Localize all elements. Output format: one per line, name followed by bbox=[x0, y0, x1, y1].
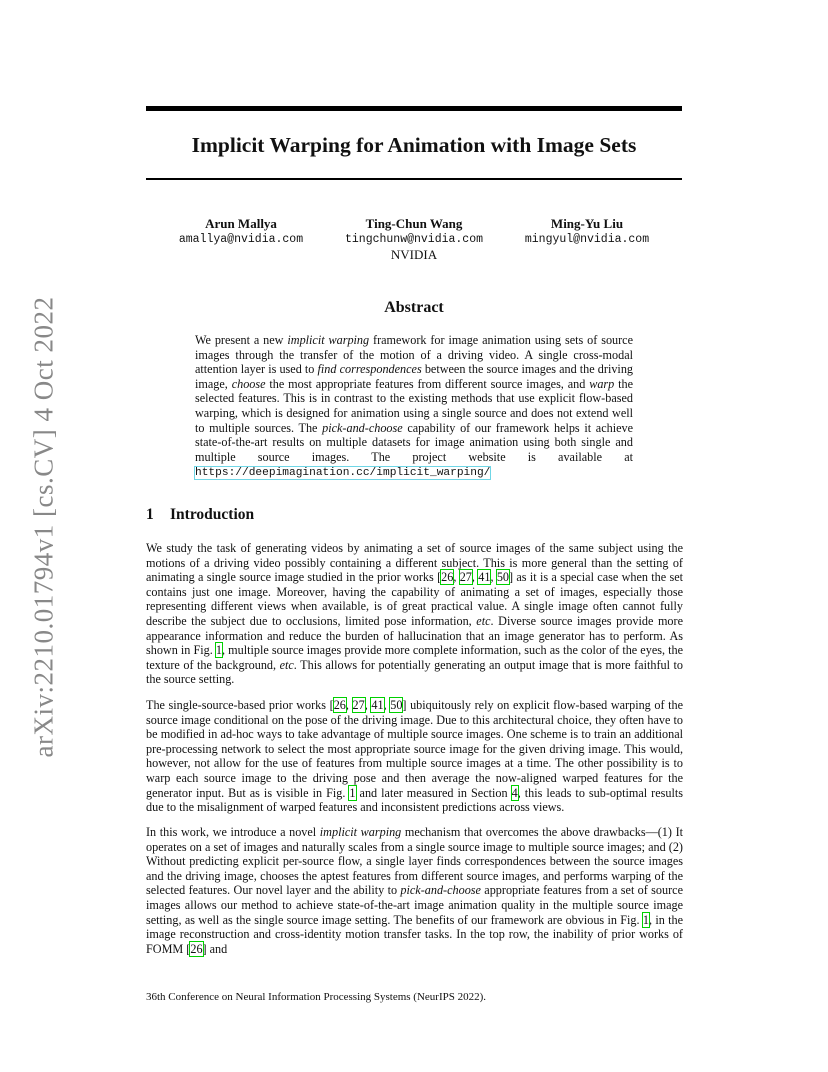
figure-link[interactable]: 1 bbox=[642, 912, 649, 927]
citation-link[interactable]: 50 bbox=[390, 698, 403, 712]
author-block bbox=[314, 216, 514, 248]
intro-paragraph-2: The single-source-based prior works [26, 27, 41, 50] ubiquitously rely on explicit flow-based warping of the source image conditional on the pose of the driving image. Due to this architectural choice, they often have to be modified in ad-hoc ways to take advantage of multiple source images. One scheme is to train an additional pre-processing network to select the most appropriate source image for the given driving image. This would, however, not allow for the use of features from multiple source images at a time. The other possibility is to warp each source image to the driving pose and then average the now-aligned warped features for the generator input. But as is visible in Fig. 1 and later measured in Section 4, this leads to sub-optimal results due to the misalignment of warped features and inconsistent predictions across views. bbox=[146, 698, 684, 815]
author-block bbox=[141, 216, 341, 248]
citation-link[interactable]: 26 bbox=[441, 570, 454, 585]
intro-paragraph-3: In this work, we introduce a novel implicit warping mechanism that overcomes the above drawbacks—(1) It operates on a set of images and naturally scales from a single source image to multiple source images; and (2) Without predicting explicit per-source flow, a single layer finds correspondences between the source images and the driving image, chooses the aptest features from different source images, and performs warping of the selected features. Our novel layer and the ability to pick-and-choose appropriate features from a set of source images allows our method to achieve state-of-the-art image animation quality in the multiple source image setting, as well as the single source image setting. The benefits of our framework are obvious in Fig. 1, in the image reconstruction and cross-identity motion transfer tasks. In the top row, the inability of prior works of FOMM [26] and bbox=[146, 825, 684, 956]
citation-link[interactable]: 50 bbox=[496, 570, 510, 585]
project-website-link[interactable]: https://deepimagination.cc/implicit_warping/ bbox=[195, 467, 491, 480]
section-number: 1 bbox=[146, 506, 154, 523]
citation-link[interactable]: 41 bbox=[478, 570, 491, 585]
conference-footnote: 36th Conference on Neural Information Processing Systems (NeurIPS 2022). bbox=[146, 991, 487, 1003]
citation-link[interactable]: 41 bbox=[371, 698, 384, 712]
abstract-text: We present a new implicit warping framework for image animation using sets of source images through the transfer of the motion of a driving video. A single cross-modal attention layer is used to find correspondences between the source images and the driving image, choose the most appropriate features from different source images, and warp the selected features. This is in contrast to the existing methods that use explicit flow-based warping, which is designed for animation using a single source and does not extend well to multiple sources. The pick-and-choose capability of our framework helps it achieve state-of-the-art results on multiple datasets for image animation using both single and multiple source images. The project website is available at https://deepimagination.cc/implicit_warping/ bbox=[195, 333, 634, 480]
section-title: Introduction bbox=[170, 506, 255, 523]
author-email[interactable]: mingyul@nvidia.com bbox=[524, 233, 650, 246]
figure-link[interactable]: 1 bbox=[215, 643, 222, 658]
paper-title: Implicit Warping for Animation with Image Sets bbox=[191, 133, 637, 157]
author-block bbox=[487, 216, 687, 248]
citation-link[interactable]: 26 bbox=[333, 698, 346, 712]
intro-paragraph-1: We study the task of generating videos by animating a set of source images of the same subject using the motions of a driving video possibly containing a different subject. This is more general than the setting of animating a single source image studied in the prior works [26, 27, 41, 50] as it is a special case when the set contains just one image. Moreover, having the capability of animating a set of images, especially those representing different views when available, is of great practical value. A single image often cannot fully describe the subject due to occlusions, limited pose information, etc. Diverse source images provide more appearance information and reduce the burden of hallucination that an image generator has to perform. As shown in Fig. 1, multiple source images provide more complete information, such as the color of the eyes, the texture of the background, etc. This allows for potentially generating an output image that is more faithful to the source setting. bbox=[146, 541, 684, 687]
author-email[interactable]: tingchunw@nvidia.com bbox=[344, 233, 484, 246]
citation-link[interactable]: 27 bbox=[352, 698, 365, 712]
section-heading-introduction bbox=[146, 506, 254, 524]
author-name: Arun Mallya bbox=[205, 216, 277, 231]
citation-link[interactable]: 27 bbox=[459, 570, 472, 585]
figure-link[interactable]: 1 bbox=[349, 785, 356, 800]
affiliation: NVIDIA bbox=[390, 247, 438, 262]
citation-link[interactable]: 26 bbox=[190, 941, 203, 956]
title-rule-top bbox=[146, 106, 682, 111]
arxiv-watermark[interactable]: arXiv:2210.01794v1 [cs.CV] 4 Oct 2022 bbox=[28, 296, 59, 758]
author-name: Ming-Yu Liu bbox=[550, 216, 624, 231]
abstract-heading: Abstract bbox=[384, 299, 444, 316]
author-name: Ting-Chun Wang bbox=[365, 216, 463, 231]
section-link[interactable]: 4 bbox=[511, 785, 518, 800]
author-email[interactable]: amallya@nvidia.com bbox=[178, 233, 304, 246]
title-rule-bottom bbox=[146, 178, 682, 180]
